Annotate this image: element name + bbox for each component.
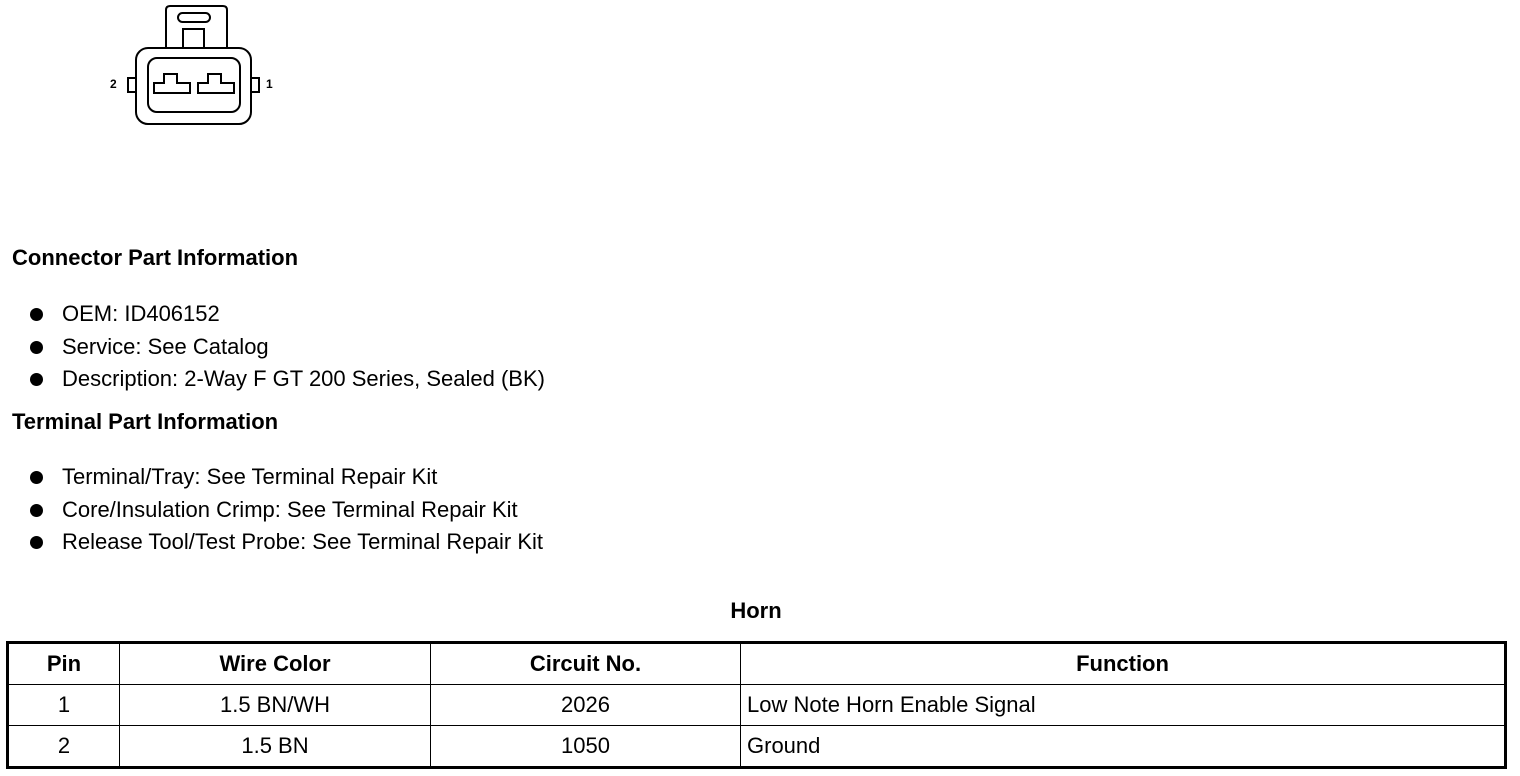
connector-part-info-heading: Connector Part Information	[12, 245, 299, 270]
list-item	[0, 494, 543, 527]
list-item-text: Terminal/Tray: See Terminal Repair Kit	[62, 464, 438, 489]
list-item-text: Description: 2-Way F GT 200 Series, Sealed (BK)	[62, 366, 545, 392]
list-item	[0, 298, 545, 331]
pin-number-2: 2	[110, 77, 117, 91]
latch-tab	[183, 29, 204, 48]
terminal-cavity-2	[154, 74, 190, 93]
table-title: Horn	[730, 598, 782, 623]
table-row	[8, 726, 1506, 768]
header-wire-color: Wire Color	[120, 643, 431, 685]
terminal-part-info-list	[0, 461, 543, 559]
list-item-text: Core/Insulation Crimp: See Terminal Repair Kit	[62, 496, 518, 522]
cell-wire-color: 1.5 BN	[120, 726, 431, 768]
pin2-side-tab	[128, 78, 136, 92]
list-item-text: Release Tool/Test Probe: See Terminal Repair Kit	[62, 529, 543, 555]
header-pin: Pin	[8, 643, 120, 685]
cell-wire-color: 1.5 BN/WH	[120, 685, 431, 726]
cell-function: Low Note Horn Enable Signal	[741, 685, 1506, 726]
connector-face-diagram	[100, 0, 290, 132]
bullet-icon	[30, 341, 43, 354]
list-item	[0, 363, 545, 396]
cell-pin: 2	[8, 726, 120, 768]
list-item	[0, 331, 545, 364]
bullet-icon	[30, 504, 43, 517]
cell-circuit-no: 2026	[431, 685, 741, 726]
latch-slot	[178, 13, 210, 22]
bullet-icon	[30, 536, 43, 549]
pinout-table	[6, 641, 1507, 769]
table-row	[8, 685, 1506, 726]
header-circuit-no: Circuit No.	[431, 643, 741, 685]
table-header-row	[8, 643, 1506, 685]
list-item-text: OEM: ID406152	[62, 301, 220, 326]
list-item-text: Service: See Catalog	[62, 333, 269, 359]
connector-cavity	[148, 58, 240, 112]
list-item	[0, 461, 543, 494]
list-item	[0, 526, 543, 559]
cell-pin: 1	[8, 685, 120, 726]
bullet-icon	[30, 308, 43, 321]
header-function: Function	[741, 643, 1506, 685]
bullet-icon	[30, 373, 43, 386]
cell-function: Ground	[741, 726, 1506, 768]
pin-number-1: 1	[266, 77, 273, 91]
terminal-cavity-1	[198, 74, 234, 93]
terminal-part-info-heading: Terminal Part Information	[12, 409, 279, 434]
connector-part-info-list	[0, 298, 545, 396]
cell-circuit-no: 1050	[431, 726, 741, 768]
pin1-side-tab	[251, 78, 259, 92]
bullet-icon	[30, 471, 43, 484]
